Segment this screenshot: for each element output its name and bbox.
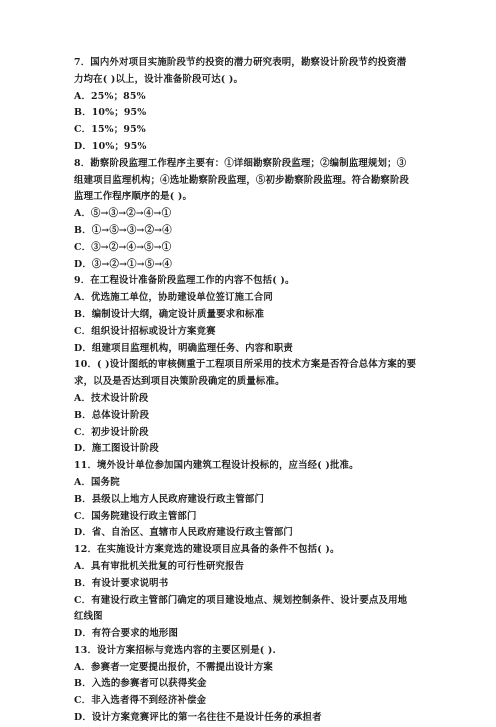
answer-option: D．10%；95% <box>74 140 147 152</box>
question-text: 求，以及是否达到项目决策阶段确定的质量标准。 <box>74 376 285 388</box>
answer-option: C．有建设行政主管部门确定的项目建设地点、规划控制条件、设计要点及用地 <box>74 594 408 606</box>
answer-option: A．25%；85% <box>74 90 146 102</box>
answer-option: B．10%；95% <box>74 107 147 119</box>
question-list <box>74 55 434 727</box>
question-text: 力均在( )以上，设计准备阶段可达( )。 <box>74 73 244 85</box>
answer-option: D．设计方案竞赛评比的第一名往往不是设计任务的承担者 <box>74 712 322 724</box>
answer-option: A．优选施工单位，协助建设单位签订施工合同 <box>74 292 273 304</box>
answer-option: C．初步设计阶段 <box>74 426 149 438</box>
answer-option: C．组织设计招标或设计方案竞赛 <box>74 325 216 337</box>
answer-option: A．技术设计阶段 <box>74 392 149 404</box>
answer-option: 红线图 <box>74 611 103 623</box>
answer-option: D．省、自治区、直辖市人民政府建设行政主管部门 <box>74 527 293 539</box>
question-text: 10．( )设计图纸的审核侧重于工程项目所采用的技术方案是否符合总体方案的要 <box>74 359 417 371</box>
question-text: 组建项目监理机构；④选址勘察阶段监理，⑤初步勘察阶段监理。符合勘察阶段 <box>74 174 410 186</box>
answer-option: D．施工图设计阶段 <box>74 443 159 455</box>
question-text: 8．勘察阶段监理工作程序主要有：①详细勘察阶段监理；②编制监理规划；③ <box>74 157 407 169</box>
answer-option: D．有符合要求的地形图 <box>74 628 179 640</box>
answer-option: C．非入选者得不到经济补偿金 <box>74 695 207 707</box>
answer-option: B．总体设计阶段 <box>74 409 150 421</box>
answer-option: D．组建项目监理机构，明确监理任务、内容和职责 <box>74 342 293 354</box>
answer-option: B．入选的参赛者可以获得奖金 <box>74 678 207 690</box>
answer-option: B．①→⑤→③→②→④ <box>74 224 172 236</box>
question-text: 监理工作程序顺序的是( )。 <box>74 191 193 203</box>
answer-option: C．③→②→④→⑤→① <box>74 241 172 253</box>
answer-option: A．国务院 <box>74 476 120 488</box>
question-text: 13．设计方案招标与竞选内容的主要区别是( ). <box>74 644 276 656</box>
answer-option: B．县级以上地方人民政府建设行政主管部门 <box>74 493 265 505</box>
question-text: 11．境外设计单位参加国内建筑工程设计投标的，应当经( )批准。 <box>74 460 359 472</box>
answer-option: B．编制设计大纲，确定设计质量要求和标准 <box>74 308 265 320</box>
answer-option: A．参赛者一定要提出报价，不需提出设计方案 <box>74 661 273 673</box>
answer-option: C．国务院建设行政主管部门 <box>74 510 197 522</box>
answer-option: A．具有审批机关批复的可行性研究报告 <box>74 560 245 572</box>
question-text: 9．在工程设计准备阶段监理工作的内容不包括( )。 <box>74 275 295 287</box>
answer-option: A．⑤→③→②→④→① <box>74 208 172 220</box>
answer-option: D．③→②→①→⑤→④ <box>74 258 173 270</box>
question-text: 12．在实施设计方案竞选的建设项目应具备的条件不包括( )。 <box>74 544 340 556</box>
question-text: 7．国内外对项目实施阶段节约投资的潜力研究表明，勘察设计阶段节约投资潜 <box>74 57 407 68</box>
answer-option: B．有设计要求说明书 <box>74 577 169 589</box>
answer-option: C．15%；95% <box>74 124 146 136</box>
